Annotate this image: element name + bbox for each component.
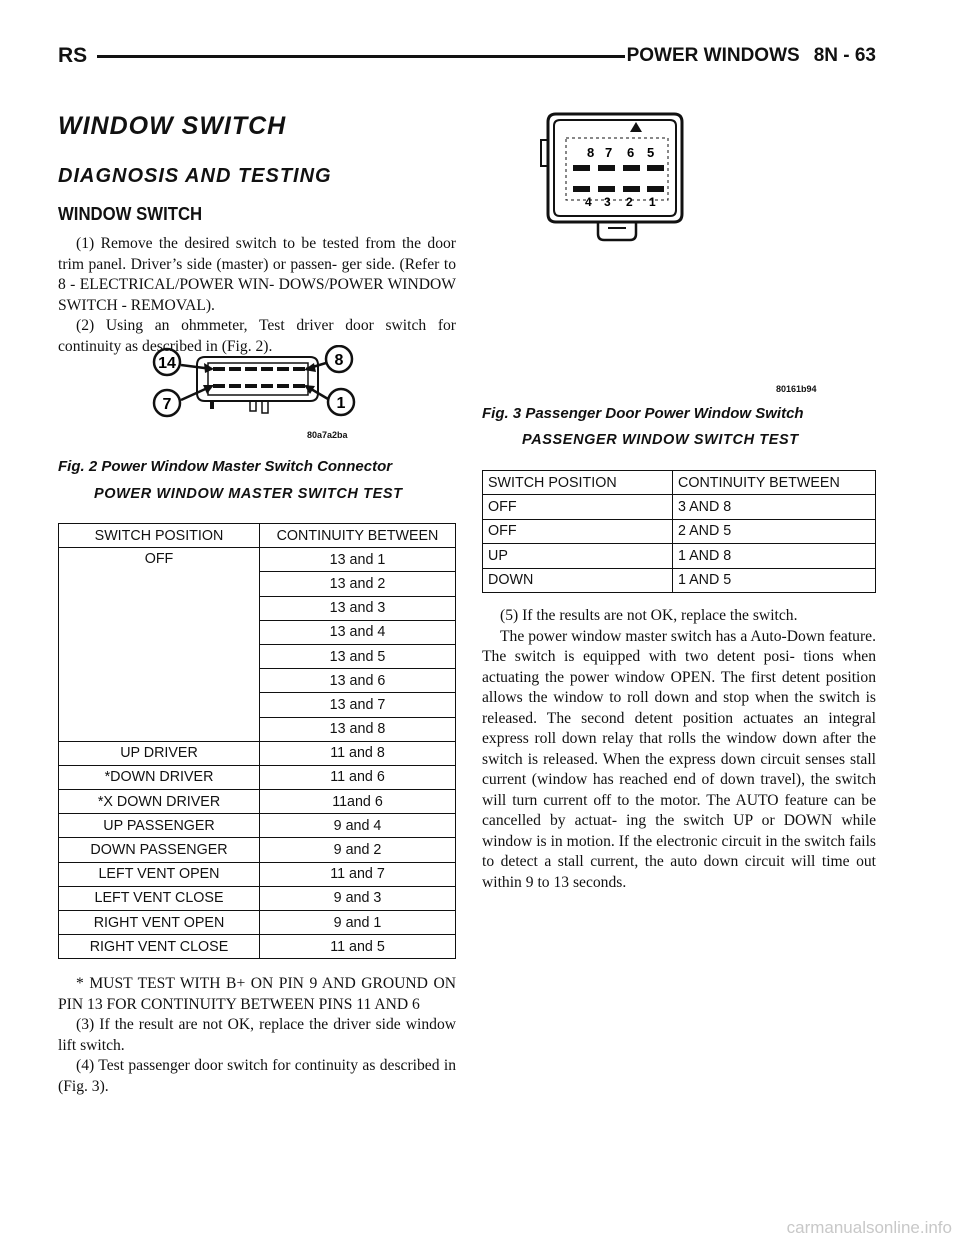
header-model: RS	[58, 44, 88, 67]
step-3: (3) If the result are not OK, replace the driver side window lift switch.	[58, 1016, 456, 1054]
table-cell: 13 and 4	[260, 620, 456, 644]
table-row	[59, 790, 456, 814]
table-cell: 1 AND 8	[673, 544, 876, 568]
step-1: (1) Remove the desired switch to be tested from the door trim panel. Driver’s side (master) or passen- ger side. (Refer to 8 - ELECTRICAL/POWER WIN- DOWS/POWER WINDOW SWITCH - REMOVAL).	[58, 235, 456, 314]
after-table-text	[58, 974, 456, 1097]
pin-4: 4	[585, 195, 592, 209]
header-rule	[97, 55, 625, 58]
table-row	[59, 886, 456, 910]
subsection-heading: WINDOW SWITCH	[58, 204, 203, 224]
table-row	[483, 568, 876, 592]
table-header: CONTINUITY BETWEEN	[673, 471, 876, 495]
table-row	[59, 548, 456, 572]
section-subtitle: DIAGNOSIS AND TESTING	[58, 165, 332, 187]
table-row	[59, 838, 456, 862]
fig3-id: 80161b94	[776, 384, 817, 394]
table-cell: DOWN PASSENGER	[59, 838, 260, 862]
table-cell: *DOWN DRIVER	[59, 765, 260, 789]
table-cell: 13 and 6	[260, 669, 456, 693]
table-cell: *X DOWN DRIVER	[59, 790, 260, 814]
pin-5: 5	[647, 145, 655, 160]
table-row	[483, 544, 876, 568]
table-row	[59, 935, 456, 959]
continuity-note: * MUST TEST WITH B+ ON PIN 9 AND GROUND ON PIN 13 FOR CONTINUITY BETWEEN PINS 11 AND 6	[58, 975, 456, 1013]
pin-8: 8	[587, 145, 595, 160]
pin-label-14: 14	[158, 355, 176, 372]
table-cell: 9 and 4	[260, 814, 456, 838]
table-cell: 13 and 8	[260, 717, 456, 741]
table-header-row	[483, 471, 876, 495]
table-cell: 3 AND 8	[673, 495, 876, 519]
header-section: POWER WINDOWS	[626, 45, 800, 66]
table-cell: 1 AND 5	[673, 568, 876, 592]
master-switch-test-table	[58, 523, 456, 959]
table-cell: 11 and 7	[260, 862, 456, 886]
intro-text	[58, 234, 456, 357]
pin-label-7: 7	[162, 396, 172, 413]
step-4: (4) Test passenger door switch for continuity as described in (Fig. 3).	[58, 1057, 456, 1095]
table-cell: 11 and 8	[260, 741, 456, 765]
fig2-id: 80a7a2ba	[307, 430, 348, 440]
page-title: WINDOW SWITCH	[58, 112, 287, 140]
table-header: SWITCH POSITION	[59, 524, 260, 548]
table-cell: 9 and 3	[260, 886, 456, 910]
table-cell: 9 and 1	[260, 911, 456, 935]
table-row	[59, 814, 456, 838]
table-row	[483, 495, 876, 519]
fig3-connector-drawing	[538, 110, 698, 250]
pin-6: 6	[627, 145, 635, 160]
table-row	[59, 911, 456, 935]
table-cell: RIGHT VENT CLOSE	[59, 935, 260, 959]
table-cell: 13 and 7	[260, 693, 456, 717]
table1-title: POWER WINDOW MASTER SWITCH TEST	[94, 486, 403, 502]
table-row	[483, 519, 876, 543]
table-cell: UP DRIVER	[59, 741, 260, 765]
pin-label-1: 1	[336, 395, 346, 412]
step-5: (5) If the results are not OK, replace the switch.	[500, 607, 798, 624]
table-cell: 11and 6	[260, 790, 456, 814]
header-right	[613, 45, 876, 67]
fig2-caption: Fig. 2 Power Window Master Switch Connector	[58, 458, 393, 475]
table-cell: DOWN	[483, 568, 673, 592]
table-cell: 13 and 5	[260, 644, 456, 668]
auto-down-text	[482, 606, 876, 893]
table2-title: PASSENGER WINDOW SWITCH TEST	[522, 432, 799, 448]
pin-2: 2	[626, 195, 633, 209]
table-cell: 13 and 1	[260, 548, 456, 572]
table-header: SWITCH POSITION	[483, 471, 673, 495]
pin-7: 7	[605, 145, 613, 160]
table-cell: 11 and 5	[260, 935, 456, 959]
pin-1: 1	[649, 195, 656, 209]
table-header: CONTINUITY BETWEEN	[260, 524, 456, 548]
table-cell: LEFT VENT CLOSE	[59, 886, 260, 910]
pin-3: 3	[604, 195, 611, 209]
step-2: (2) Using an ohmmeter, Test driver door switch for continuity as described in (Fig. 2).	[58, 317, 456, 355]
watermark: carmanualsonline.info	[786, 1218, 952, 1237]
pin-label-8: 8	[334, 352, 344, 369]
table-cell: LEFT VENT OPEN	[59, 862, 260, 886]
table-row	[59, 741, 456, 765]
table-cell: 9 and 2	[260, 838, 456, 862]
passenger-switch-test-table	[482, 470, 876, 593]
table-row	[59, 862, 456, 886]
table-cell: 13 and 3	[260, 596, 456, 620]
table-cell-off: OFF	[59, 548, 260, 742]
auto-down-description: The power window master switch has a Auto-Down feature. The switch is equipped with two detent posi- tions when actuating the power window OPEN. The first detent position allows the window to roll down and stop when the switch is released. The second detent position actuates an integral express roll down relay that rolls the window down after the switch is released. When the express down circuit senses stall current (window has reached end of down travel), the switch will turn current off to the motor. The AUTO feature can be cancelled by actuat- ing the switch UP or DOWN while window is in motion. If the electronic circuit in the switch fails to detect a stall current, the auto down circuit will time out within 9 to 13 seconds.	[482, 627, 876, 891]
table-cell: RIGHT VENT OPEN	[59, 911, 260, 935]
table-cell: UP PASSENGER	[59, 814, 260, 838]
table-cell: OFF	[483, 495, 673, 519]
table-cell: OFF	[483, 519, 673, 543]
table-cell: UP	[483, 544, 673, 568]
header-page: 8N - 63	[813, 45, 876, 66]
table-header-row	[59, 524, 456, 548]
table-cell: 2 AND 5	[673, 519, 876, 543]
page-header	[58, 45, 876, 67]
table-cell: 13 and 2	[260, 572, 456, 596]
table-row	[59, 765, 456, 789]
table-cell: 11 and 6	[260, 765, 456, 789]
fig3-caption: Fig. 3 Passenger Door Power Window Switch	[482, 405, 804, 422]
